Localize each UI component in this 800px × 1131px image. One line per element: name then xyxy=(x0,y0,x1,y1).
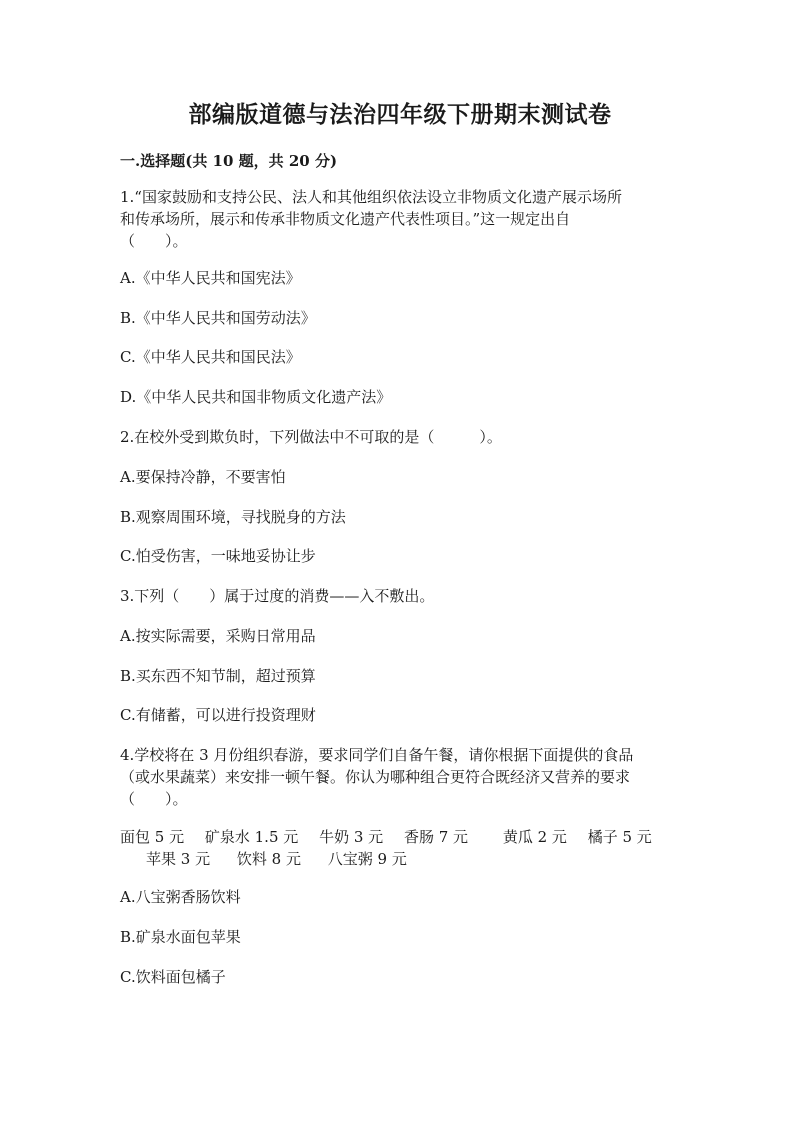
question-1-stem xyxy=(120,186,682,252)
question-text-line: （ ）。 xyxy=(120,790,188,808)
price-item: 饮料 8 元 xyxy=(236,850,301,868)
question-1-option-a: A.《中华人民共和国宪法》 xyxy=(120,269,301,287)
question-text-line: 和传承场所，展示和传承非物质文化遗产代表性项目。”这一规定出自 xyxy=(120,210,571,228)
question-2-option-a: A.要保持冷静，不要害怕 xyxy=(120,468,286,486)
question-2-option-b: B.观察周围环境，寻找脱身的方法 xyxy=(120,508,346,526)
question-4-option-b: B.矿泉水面包苹果 xyxy=(120,928,241,946)
question-1-option-c: C.《中华人民共和国民法》 xyxy=(120,348,301,366)
price-item: 八宝粥 9 元 xyxy=(327,850,407,868)
price-row xyxy=(120,826,700,848)
question-text-line: （或水果蔬菜）来安排一顿午餐。你认为哪种组合更符合既经济又营养的要求 xyxy=(120,768,631,786)
price-item: 苹果 3 元 xyxy=(146,850,211,868)
question-4-option-c: C.饮料面包橘子 xyxy=(120,968,226,986)
question-text-line: 1.“国家鼓励和支持公民、法人和其他组织依法设立非物质文化遗产展示场所 xyxy=(120,188,622,206)
price-row xyxy=(120,848,700,870)
question-text-line: 4.学校将在 3 月份组织春游，要求同学们自备午餐，请你根据下面提供的食品 xyxy=(120,746,634,764)
price-item: 矿泉水 1.5 元 xyxy=(204,828,299,846)
question-3-option-c: C.有储蓄，可以进行投资理财 xyxy=(120,706,316,724)
price-item: 橘子 5 元 xyxy=(587,828,652,846)
question-1-option-d: D.《中华人民共和国非物质文化遗产法》 xyxy=(120,388,392,406)
question-1-option-b: B.《中华人民共和国劳动法》 xyxy=(120,309,316,327)
question-2-option-c: C.怕受伤害，一味地妥协让步 xyxy=(120,547,316,565)
price-item: 香肠 7 元 xyxy=(403,828,469,846)
question-3-stem: 3.下列（ ）属于过度的消费——入不敷出。 xyxy=(120,587,435,605)
question-4-stem xyxy=(120,744,682,810)
price-item: 面包 5 元 xyxy=(120,828,185,846)
page-title: 部编版道德与法治四年级下册期末测试卷 xyxy=(188,101,612,128)
question-3-option-a: A.按实际需要，采购日常用品 xyxy=(120,627,316,645)
price-list xyxy=(120,826,700,870)
price-item: 黄瓜 2 元 xyxy=(502,828,567,846)
question-3-option-b: B.买东西不知节制，超过预算 xyxy=(120,667,316,685)
question-4-option-a: A.八宝粥香肠饮料 xyxy=(120,888,241,906)
question-text-line: （ ）。 xyxy=(120,232,188,250)
section-heading: 一.选择题(共 10 题，共 20 分) xyxy=(120,152,338,170)
question-2-stem: 2.在校外受到欺负时，下列做法中不可取的是（ ）。 xyxy=(120,428,502,446)
price-item: 牛奶 3 元 xyxy=(319,828,384,846)
